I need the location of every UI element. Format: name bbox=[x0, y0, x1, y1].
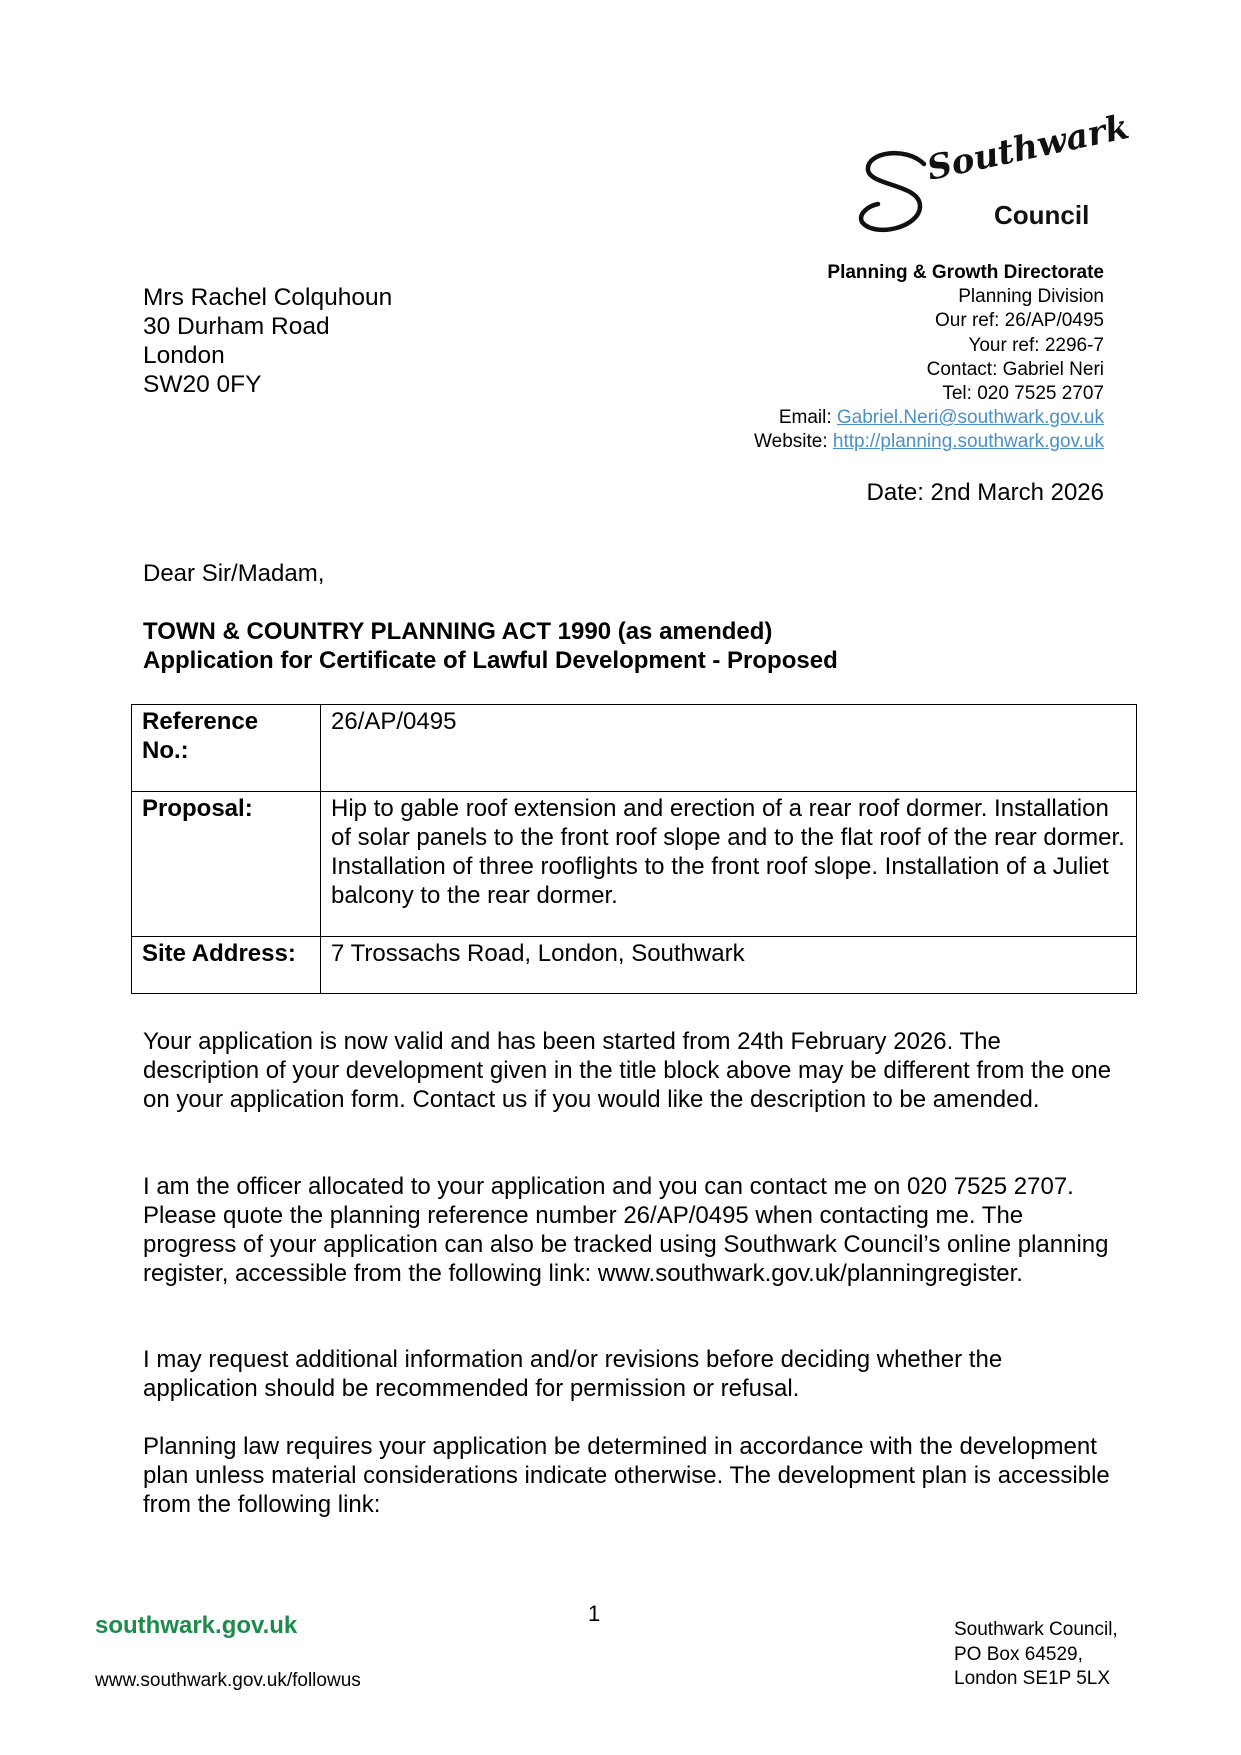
letter-date: Date: 2nd March 2026 bbox=[866, 479, 1104, 506]
logo-wordmark: Southwark bbox=[923, 107, 1133, 189]
contact-name: Contact: Gabriel Neri bbox=[926, 358, 1104, 380]
reference-value: 26/AP/0495 bbox=[321, 705, 1137, 792]
table-row bbox=[132, 705, 1137, 792]
addressee-name: Mrs Rachel Colquhoun bbox=[143, 284, 393, 311]
addressee-block bbox=[143, 283, 392, 399]
addressee-city: London bbox=[143, 342, 225, 369]
footer-postal-address bbox=[954, 1618, 1118, 1692]
letter-heading bbox=[143, 617, 838, 675]
page-number: 1 bbox=[588, 1601, 601, 1626]
table-row bbox=[132, 937, 1137, 994]
website-link[interactable]: http://planning.southwark.gov.uk bbox=[832, 431, 1104, 453]
proposal-value: Hip to gable roof extension and erection of a rear roof dormer. Installation of solar panels to the front roof slope and to the flat roof of the rear dormer. Installation of three rooflights to the front roof slope. Installation of a Juliet balcony to the rear dormer. bbox=[321, 792, 1137, 937]
contact-website-row bbox=[754, 430, 1104, 454]
contact-tel: Tel: 020 7525 2707 bbox=[942, 383, 1104, 405]
footer-followus-link[interactable]: www.southwark.gov.uk/followus bbox=[95, 1670, 361, 1691]
salutation: Dear Sir/Madam, bbox=[143, 560, 325, 587]
email-label: Email: bbox=[778, 407, 837, 429]
table-row bbox=[132, 792, 1137, 937]
site-address-value: 7 Trossachs Road, London, Southwark bbox=[321, 937, 1137, 994]
paragraph-revisions: I may request additional information and/or revisions before deciding whether the application should be recommended for permission or refusal. bbox=[143, 1346, 1003, 1402]
logo-subtitle: Council bbox=[994, 200, 1090, 230]
postal-line: PO Box 64529, bbox=[954, 1643, 1083, 1665]
your-ref: Your ref: 2296-7 bbox=[968, 334, 1104, 356]
footer-site-link[interactable]: southwark.gov.uk bbox=[95, 1612, 298, 1639]
heading-application: Application for Certificate of Lawful Development - Proposed bbox=[143, 647, 838, 674]
paragraph-officer: I am the officer allocated to your application and you can contact me on 020 7525 2707. Please quote the planning reference number 26/AP/0495 when contacting me. The progress of your application can also be tracked using Southwark Council’s online planning register, accessible from the following link: www.southwark.gov.uk/planningregister. bbox=[143, 1173, 1109, 1287]
postal-line: Southwark Council, bbox=[954, 1619, 1118, 1640]
website-label: Website: bbox=[754, 431, 833, 453]
logo-graphic bbox=[858, 107, 1133, 240]
site-address-label: Site Address: bbox=[132, 937, 321, 994]
division: Planning Division bbox=[958, 286, 1104, 308]
heading-act: TOWN & COUNTRY PLANNING ACT 1990 (as amended) bbox=[143, 618, 773, 645]
contact-block bbox=[754, 261, 1104, 455]
email-link[interactable]: Gabriel.Neri@southwark.gov.uk bbox=[836, 407, 1104, 429]
proposal-label: Proposal: bbox=[132, 792, 321, 937]
contact-email-row bbox=[754, 406, 1104, 430]
our-ref: Our ref: 26/AP/0495 bbox=[935, 310, 1104, 332]
paragraph-planning-law: Planning law requires your application be determined in accordance with the development plan unless material considerations indicate otherwise. The development plan is accessible from the following link: bbox=[143, 1433, 1110, 1518]
addressee-street: 30 Durham Road bbox=[143, 313, 330, 340]
application-details-table bbox=[131, 704, 1137, 994]
postal-line: London SE1P 5LX bbox=[954, 1668, 1111, 1689]
reference-label: Reference No.: bbox=[132, 705, 321, 792]
paragraph-validity: Your application is now valid and has been started from 24th February 2026. The description of your development given in the title block above may be different from the one on your application form. Contact us if you would like the description to be amended. bbox=[143, 1028, 1112, 1113]
directorate: Planning & Growth Directorate bbox=[827, 262, 1104, 283]
addressee-postcode: SW20 0FY bbox=[143, 371, 262, 398]
southwark-council-logo bbox=[858, 107, 1133, 240]
